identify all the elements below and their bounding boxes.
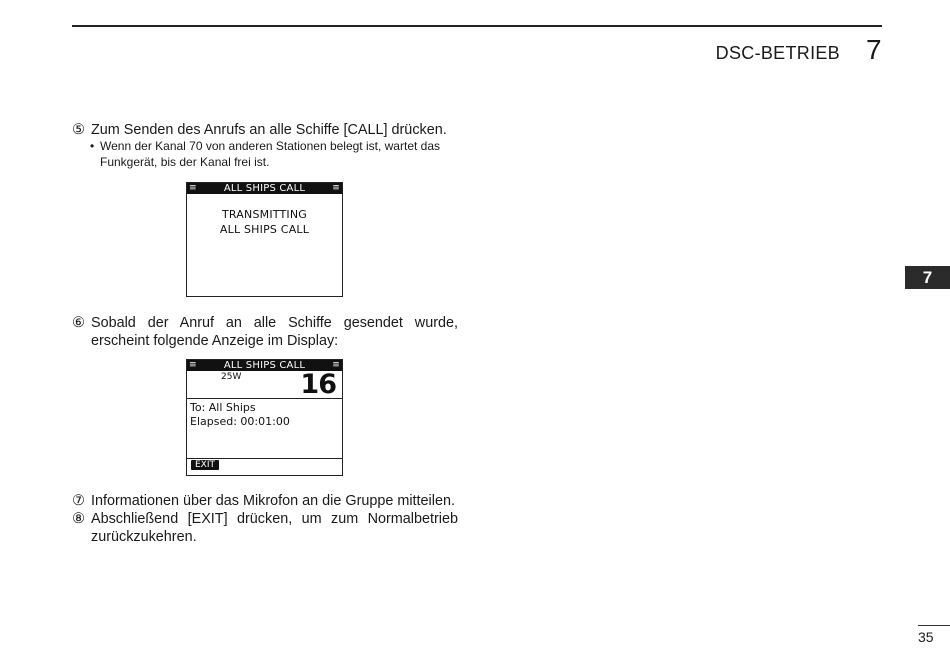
lcd-title: ALL SHIPS CALL — [223, 183, 306, 194]
bullet-dot: • — [90, 139, 95, 153]
step-text: Sobald der Anruf an alle Schiffe gesendet wurde, erscheint folgende Anzeige im Display: — [91, 315, 458, 349]
section-title: DSC-BETRIEB — [715, 43, 840, 63]
step-number: ⑧ — [72, 511, 85, 527]
lcd-message — [187, 194, 342, 237]
step-number: ⑤ — [72, 122, 85, 138]
step-number: ⑦ — [72, 493, 85, 509]
lcd-display-transmitting — [186, 182, 343, 297]
lcd-title-bar — [187, 183, 342, 194]
menu-icon: ≡ — [332, 360, 340, 370]
lcd-title: ALL SHIPS CALL — [223, 360, 306, 371]
lcd-display-status — [186, 359, 343, 476]
note-bullet — [90, 138, 470, 170]
footer-rule — [918, 625, 950, 626]
elapsed-time: Elapsed: 00:01:00 — [190, 415, 290, 428]
step-text: Informationen über das Mikrofon an die Gruppe mitteilen. — [91, 493, 455, 509]
menu-icon: ≡ — [332, 183, 340, 193]
power-level: 25W — [221, 372, 242, 382]
step-text: Zum Senden des Anrufs an alle Schiffe [CALL] drücken. — [91, 122, 447, 138]
step-8 — [72, 510, 458, 546]
call-recipient: To: All Ships — [190, 401, 256, 414]
note-text: Wenn der Kanal 70 von anderen Stationen belegt ist, wartet das Funkgerät, bis der Kanal frei ist. — [100, 139, 441, 169]
chapter-number: 7 — [866, 34, 882, 65]
header-rule — [72, 25, 882, 27]
step-7 — [72, 492, 458, 510]
lcd-call-info — [187, 399, 342, 459]
chapter-tab: 7 — [905, 266, 950, 289]
exit-softkey: EXIT — [191, 460, 219, 470]
lcd-softkey-bar — [187, 459, 342, 471]
lcd-channel-area — [187, 371, 342, 399]
lcd-line: ALL SHIPS CALL — [219, 223, 310, 236]
step-number: ⑥ — [72, 315, 85, 331]
page-number: 35 — [918, 629, 934, 645]
step-text: Abschließend [EXIT] drücken, um zum Normalbetrieb zurückzukehren. — [91, 511, 458, 545]
step-5 — [72, 121, 458, 139]
lcd-line: TRANSMITTING — [221, 208, 308, 221]
channel-number: 16 — [300, 369, 336, 400]
step-6 — [72, 314, 458, 350]
menu-icon: ≡ — [189, 360, 197, 370]
menu-icon: ≡ — [189, 183, 197, 193]
